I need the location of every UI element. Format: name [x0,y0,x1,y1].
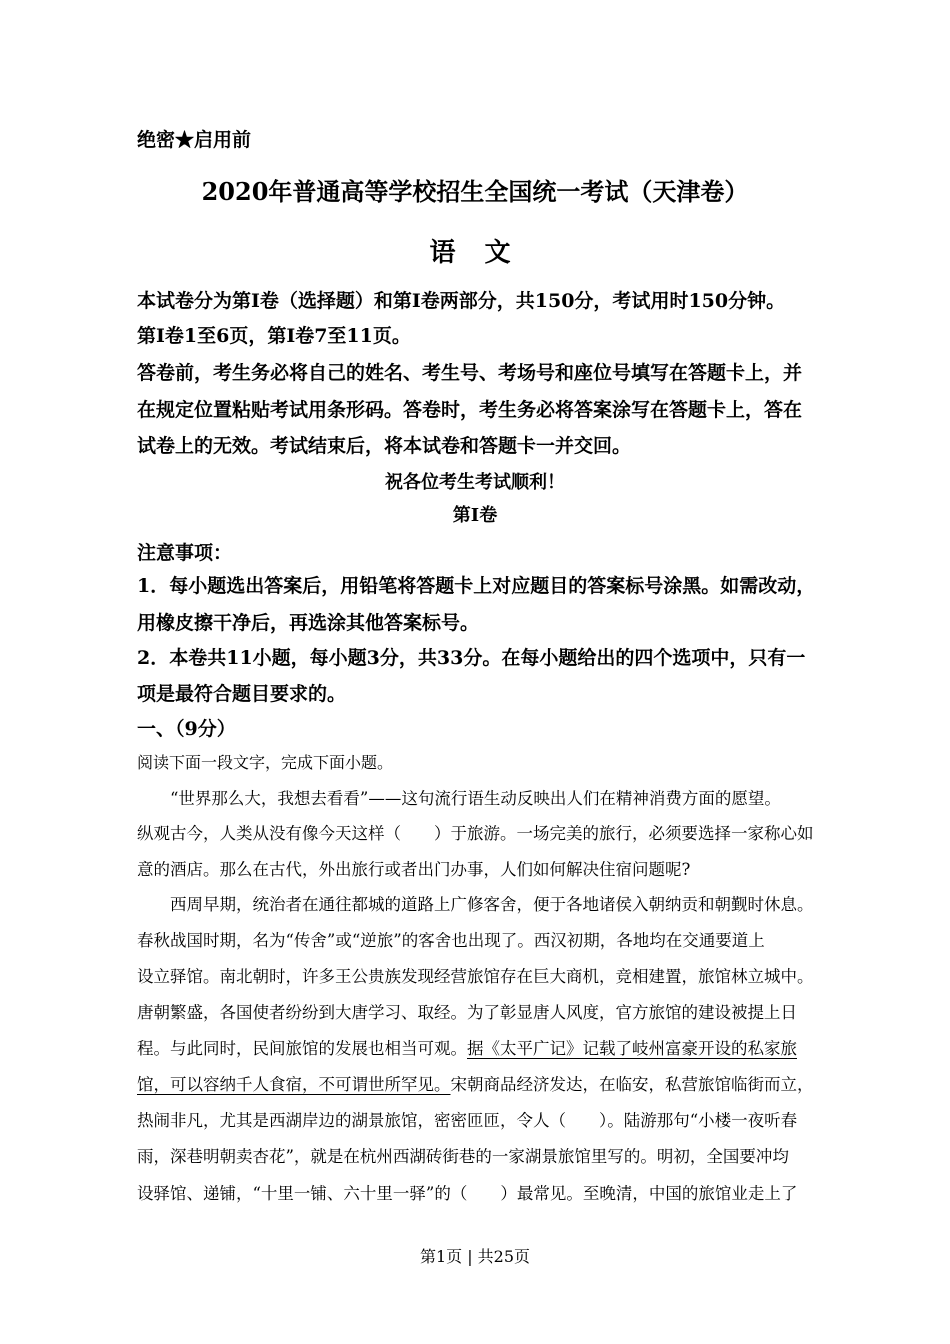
passage-line: 雨，深巷明朝卖杏花”，就是在杭州西湖砖街巷的一家湖景旅馆里写的。明初，全国要冲均 [137,1147,789,1166]
passage-text: 宋朝商品经济发达，在临安，私营旅馆临街而立， [450,1075,814,1094]
good-luck-text: 祝各位考生考试顺利！ [385,472,565,493]
passage-line: 意的酒店。那么在古代，外出旅行或者出门办事，人们如何解决住宿问题呢? [137,860,691,879]
passage-line: 设驿馆、递铺，“十里一铺、六十里一驿”的（ ）最常见。至晚清，中国的旅馆业走上了 [137,1184,798,1203]
subject-title: 语 文 [429,238,521,268]
underlined-sentence: 馆，可以容纳千人食宿，不可谓世所罕见。 [137,1075,451,1094]
instruction-line: 本试卷分为第Ⅰ卷（选择题）和第Ⅰ卷两部分，共150分，考试用时150分钟。 [137,290,786,312]
notes-line: 2．本卷共11小题，每小题3分，共33分。在每小题给出的四个选项中，只有一 [137,647,806,669]
exam-page [137,0,816,1344]
notes-line: 项是最符合题目要求的。 [137,683,347,705]
instruction-line: 试卷上的无效。考试结束后，将本试卷和答题卡一并交回。 [137,435,632,457]
passage-line: 设立驿馆。南北朝时，许多王公贵族发现经营旅馆存在巨大商机，竞相建置，旅馆林立城中。 [137,967,814,986]
exam-title: 2020年普通高等学校招生全国统一考试（天津卷） [201,177,749,206]
passage-line: 西周早期，统治者在通往都城的道路上广修客舍，便于各地诸侯入朝纳贡和朝觐时休息。 [170,895,814,914]
notes-line: 用橡皮擦干净后，再选涂其他答案标号。 [137,612,480,634]
reading-prompt: 阅读下面一段文字，完成下面小题。 [137,753,394,772]
passage-line [137,1071,814,1095]
notes-line: 1．每小题选出答案后，用铅笔将答题卡上对应题目的答案标号涂黑。如需改动， [137,575,816,597]
passage-line: 热闹非凡，尤其是西湖岸边的湖景旅馆，密密匝匝，令人（ ）。陆游那句“小楼一夜听春 [137,1111,798,1130]
part-title: 第Ⅰ卷 [452,505,498,526]
section-heading: 一、（9分） [137,718,236,740]
passage-line: 春秋战国时期，名为“传舍”或“逆旅”的客舍也出现了。西汉初期，各地均在交通要道上 [137,931,765,950]
notes-heading: 注意事项： [137,542,233,564]
passage-line: “世界那么大，我想去看看”——这句流行语生动反映出人们在精神消费方面的愿望。 [170,789,781,808]
underlined-sentence: 据《太平广记》记载了岐州富豪开设的私家旅 [467,1039,797,1058]
passage-line: 纵观古今，人类从没有像今天这样（ ）于旅游。一场完美的旅行，必须要选择一家称心如 [137,824,814,843]
instruction-line: 第Ⅰ卷1至6页，第Ⅰ卷7至11页。 [137,325,411,347]
passage-line: 唐朝繁盛，各国使者纷纷到大唐学习、取经。为了彰显唐人风度，官方旅馆的建设被提上日 [137,1003,797,1022]
passage-line [137,1035,797,1059]
instruction-line: 在规定位置粘贴考试用条形码。答卷时，考生务必将答案涂写在答题卡上，答在 [137,399,803,421]
instruction-line: 答卷前，考生务必将自己的姓名、考生号、考场号和座位号填写在答题卡上，并 [137,362,803,384]
secret-label: 绝密★启用前 [137,129,252,151]
passage-text: 程。与此同时，民间旅馆的发展也相当可观。 [137,1039,467,1058]
page-footer: 第1页 | 共25页 [419,1247,531,1266]
